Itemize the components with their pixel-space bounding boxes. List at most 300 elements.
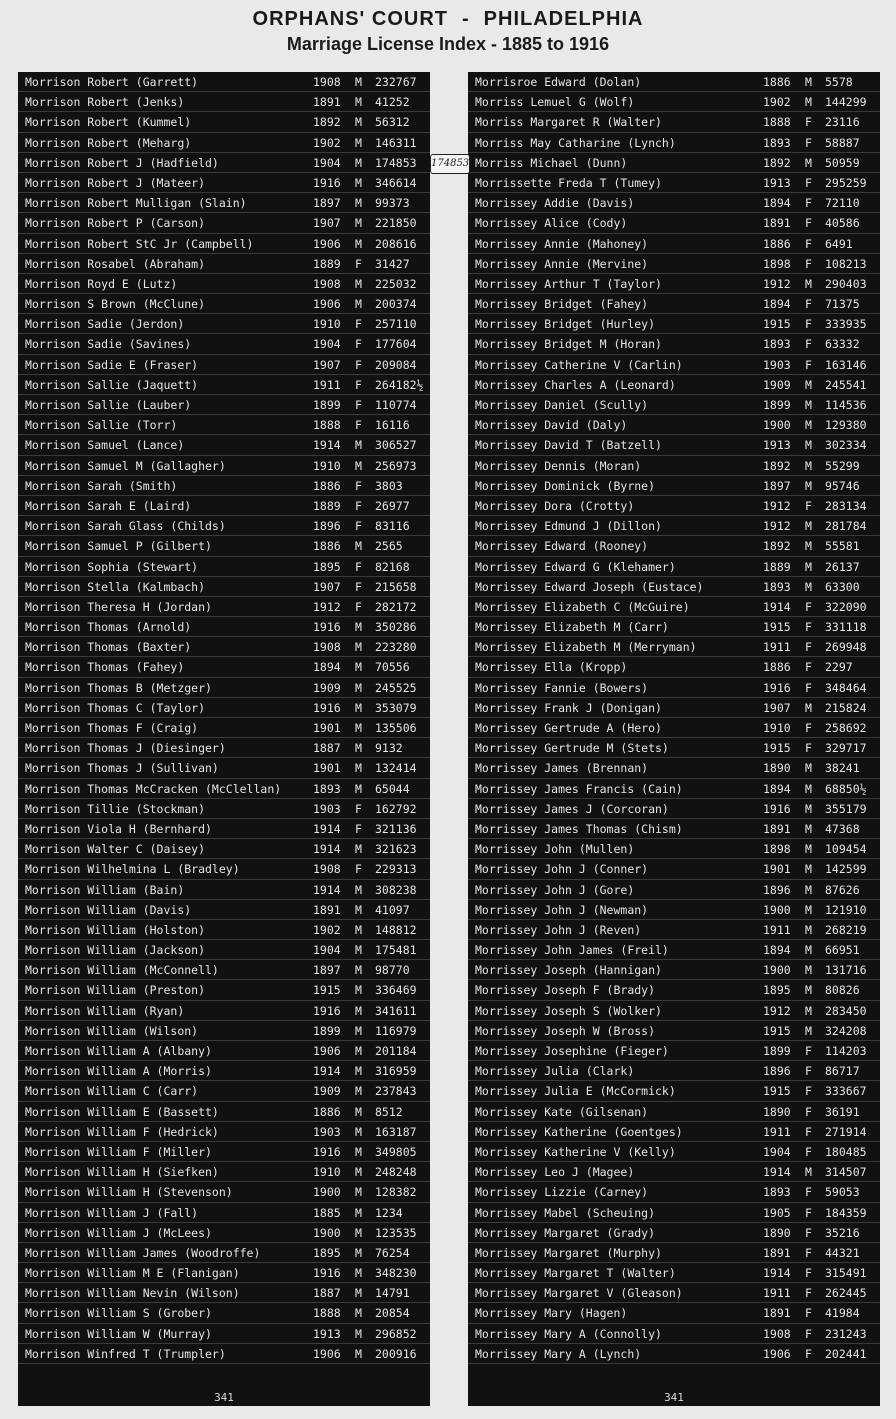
entry-name: Morrison William M E (Flanigan): [25, 1266, 240, 1281]
entry-sex: F: [355, 821, 362, 836]
entry-sex: M: [355, 115, 362, 130]
title-city: PHILADELPHIA: [483, 8, 644, 30]
entry-name: Morrison Robert Mulligan (Slain): [25, 196, 247, 211]
entry-name: Morriss Margaret R (Walter): [475, 115, 662, 130]
index-entry-row: [468, 1303, 880, 1323]
entry-license-number: 20854: [375, 1306, 410, 1321]
entry-sex: F: [805, 1185, 812, 1200]
entry-name: Morrison Thomas J (Diesinger): [25, 741, 226, 756]
entry-year: 1902: [313, 135, 341, 150]
entry-license-number: 245525: [375, 680, 417, 695]
entry-year: 1903: [313, 1124, 341, 1139]
entry-name: Morrison Thomas (Baxter): [25, 640, 192, 655]
entry-license-number: 302334: [825, 438, 867, 453]
entry-sex: M: [805, 983, 812, 998]
entry-year: 1916: [313, 700, 341, 715]
index-entry-row: [18, 637, 430, 657]
entry-name: Morrissey Mary A (Lynch): [475, 1346, 642, 1361]
right-page-number: 341: [664, 1391, 684, 1404]
entry-sex: M: [355, 1205, 362, 1220]
index-entry-row: [18, 1263, 430, 1283]
entry-name: Morrison Viola H (Bernhard): [25, 821, 212, 836]
index-entry-row: [468, 718, 880, 738]
index-entry-row: [18, 880, 430, 900]
entry-sex: F: [805, 1346, 812, 1361]
index-entry-row: [468, 657, 880, 677]
index-entry-row: [468, 1001, 880, 1021]
entry-license-number: 282172: [375, 599, 417, 614]
entry-sex: M: [805, 1165, 812, 1180]
entry-sex: M: [355, 922, 362, 937]
entry-sex: M: [355, 1124, 362, 1139]
index-entry-row: [18, 1081, 430, 1101]
entry-name: Morrissey Fannie (Bowers): [475, 680, 649, 695]
index-entry-row: [18, 960, 430, 980]
entry-name: Morrison Thomas (Arnold): [25, 620, 192, 635]
entry-year: 1891: [313, 95, 341, 110]
entry-license-number: 333667: [825, 1084, 867, 1099]
entry-year: 1911: [763, 640, 791, 655]
entry-license-number: 202441: [825, 1346, 867, 1361]
index-entry-row: [468, 1203, 880, 1223]
entry-sex: M: [805, 842, 812, 857]
index-entry-row: [18, 859, 430, 879]
entry-license-number: 142599: [825, 862, 867, 877]
index-entry-row: [468, 577, 880, 597]
entry-name: Morrissey Arthur T (Taylor): [475, 276, 662, 291]
entry-license-number: 80826: [825, 983, 860, 998]
entry-sex: F: [805, 1225, 812, 1240]
index-entry-row: [468, 617, 880, 637]
entry-year: 1904: [313, 337, 341, 352]
index-entry-row: [18, 1324, 430, 1344]
entry-year: 1908: [313, 862, 341, 877]
entry-name: Morrison Stella (Kalmbach): [25, 579, 206, 594]
entry-year: 1906: [313, 236, 341, 251]
entry-sex: M: [355, 761, 362, 776]
index-entry-row: [18, 415, 430, 435]
entry-name: Morrissey Margaret T (Walter): [475, 1266, 676, 1281]
entry-name: Morrissey Margaret V (Gleason): [475, 1286, 683, 1301]
entry-year: 1893: [313, 781, 341, 796]
entry-license-number: 16116: [375, 418, 410, 433]
entry-license-number: 229313: [375, 862, 417, 877]
entry-license-number: 283450: [825, 1003, 867, 1018]
entry-year: 1886: [313, 1104, 341, 1119]
entry-sex: F: [805, 741, 812, 756]
entry-name: Morrissey James (Brennan): [475, 761, 649, 776]
entry-year: 1908: [313, 276, 341, 291]
entry-name: Morrison William F (Hedrick): [25, 1124, 219, 1139]
entry-name: Morrison William (Bain): [25, 882, 185, 897]
entry-license-number: 14791: [375, 1286, 410, 1301]
entry-year: 1910: [313, 1165, 341, 1180]
entry-license-number: 283134: [825, 498, 867, 513]
entry-name: Morrissey Gertrude M (Stets): [475, 741, 669, 756]
entry-year: 1914: [313, 821, 341, 836]
entry-year: 1894: [763, 781, 791, 796]
entry-license-number: 38241: [825, 761, 860, 776]
entry-name: Morrissey John J (Conner): [475, 862, 649, 877]
entry-year: 1891: [763, 821, 791, 836]
entry-name: Morrissey Julia E (McCormick): [475, 1084, 676, 1099]
entry-name: Morrissey Lizzie (Carney): [475, 1185, 649, 1200]
entry-name: Morrissey Annie (Mahoney): [475, 236, 649, 251]
entry-license-number: 23116: [825, 115, 860, 130]
entry-sex: F: [805, 357, 812, 372]
entry-sex: F: [805, 115, 812, 130]
index-entry-row: [18, 1041, 430, 1061]
index-entry-row: [468, 1041, 880, 1061]
index-entry-row: [468, 1223, 880, 1243]
entry-year: 1915: [763, 1023, 791, 1038]
entry-year: 1908: [313, 75, 341, 89]
entry-name: Morrison William C (Carr): [25, 1084, 199, 1099]
index-entry-row: [468, 476, 880, 496]
entry-license-number: 329717: [825, 741, 867, 756]
entry-sex: F: [355, 418, 362, 433]
index-entry-row: [18, 1102, 430, 1122]
entry-sex: M: [355, 1346, 362, 1361]
entry-year: 1915: [763, 1084, 791, 1099]
entry-sex: M: [355, 458, 362, 473]
index-entry-row: [468, 880, 880, 900]
entry-license-number: 271914: [825, 1124, 867, 1139]
entry-year: 1914: [763, 1165, 791, 1180]
entry-license-number: 316959: [375, 1064, 417, 1079]
index-entry-row: [468, 395, 880, 415]
entry-license-number: 55581: [825, 539, 860, 554]
entry-sex: M: [805, 559, 812, 574]
entry-license-number: 35216: [825, 1225, 860, 1240]
entry-sex: M: [805, 1023, 812, 1038]
entry-license-number: 128382: [375, 1185, 417, 1200]
entry-license-number: 2297: [825, 660, 853, 675]
entry-year: 1891: [763, 216, 791, 231]
index-entry-row: [468, 516, 880, 536]
entry-license-number: 108213: [825, 256, 867, 271]
entry-sex: M: [355, 660, 362, 675]
entry-year: 1897: [763, 478, 791, 493]
index-entry-row: [468, 1102, 880, 1122]
entry-sex: M: [805, 377, 812, 392]
entry-name: Morrissey Edward Joseph (Eustace): [475, 579, 704, 594]
entry-name: Morrissey Charles A (Leonard): [475, 377, 676, 392]
entry-sex: M: [355, 882, 362, 897]
entry-sex: M: [355, 1266, 362, 1281]
entry-license-number: 83116: [375, 519, 410, 534]
entry-license-number: 72110: [825, 196, 860, 211]
entry-year: 1904: [313, 155, 341, 170]
entry-license-number: 201184: [375, 1044, 417, 1058]
index-entry-row: [468, 1061, 880, 1081]
index-entry-row: [18, 738, 430, 758]
entry-sex: F: [805, 1064, 812, 1079]
entry-name: Morrison Thomas F (Craig): [25, 721, 199, 735]
entry-sex: M: [355, 1064, 362, 1079]
entry-name: Morrison William H (Stevenson): [25, 1185, 233, 1200]
entry-name: Morrison Sarah Glass (Childs): [25, 519, 226, 534]
entry-name: Morrison Robert (Garrett): [25, 75, 199, 89]
entry-license-number: 2565: [375, 539, 403, 554]
entry-sex: M: [355, 1144, 362, 1159]
entry-year: 1896: [763, 882, 791, 897]
index-entry-row: [468, 92, 880, 112]
entry-name: Morrison William J (Fall): [25, 1205, 199, 1220]
entry-license-number: 50959: [825, 155, 860, 170]
entry-sex: M: [355, 721, 362, 735]
entry-sex: F: [805, 498, 812, 513]
entry-sex: F: [805, 640, 812, 655]
index-entry-row: [468, 637, 880, 657]
entry-license-number: 26137: [825, 559, 860, 574]
entry-year: 1897: [313, 196, 341, 211]
entry-year: 1894: [763, 943, 791, 958]
entry-sex: F: [355, 337, 362, 352]
entry-license-number: 44321: [825, 1245, 860, 1260]
entry-year: 1895: [763, 983, 791, 998]
index-entry-row: [18, 758, 430, 778]
entry-sex: M: [355, 700, 362, 715]
entry-license-number: 355179: [825, 801, 867, 816]
entry-sex: F: [805, 599, 812, 614]
index-entry-row: [468, 1344, 880, 1364]
entry-sex: M: [355, 943, 362, 958]
entry-license-number: 63332: [825, 337, 860, 352]
entry-license-number: 208616: [375, 236, 417, 251]
entry-sex: F: [355, 559, 362, 574]
entry-name: Morrison William S (Grober): [25, 1306, 212, 1321]
entry-year: 1916: [763, 801, 791, 816]
index-entry-row: [468, 314, 880, 334]
entry-license-number: 350286: [375, 620, 417, 635]
entry-year: 1892: [763, 458, 791, 473]
index-entry-row: [18, 1021, 430, 1041]
entry-sex: M: [355, 1003, 362, 1018]
entry-year: 1916: [313, 175, 341, 190]
entry-year: 1914: [313, 842, 341, 857]
entry-license-number: 177604: [375, 337, 417, 352]
entry-name: Morrissey Elizabeth M (Merryman): [475, 640, 697, 655]
index-entry-row: [18, 355, 430, 375]
entry-name: Morrisroe Edward (Dolan): [475, 75, 642, 89]
entry-year: 1909: [763, 377, 791, 392]
entry-year: 1887: [313, 741, 341, 756]
entry-name: Morrissey James Francis (Cain): [475, 781, 683, 796]
entry-name: Morrison Sarah E (Laird): [25, 498, 192, 513]
entry-name: Morrison Sadie (Savines): [25, 337, 192, 352]
entry-year: 1893: [763, 579, 791, 594]
index-entry-row: [18, 779, 430, 799]
entry-year: 1916: [313, 1266, 341, 1281]
entry-sex: F: [805, 1104, 812, 1119]
index-entry-row: [18, 1122, 430, 1142]
entry-license-number: 63300: [825, 579, 860, 594]
entry-year: 1914: [313, 1064, 341, 1079]
entry-sex: F: [805, 1124, 812, 1139]
index-entry-row: [468, 234, 880, 254]
entry-name: Morrison Sallie (Torr): [25, 418, 178, 433]
entry-license-number: 123535: [375, 1225, 417, 1240]
index-entry-row: [18, 577, 430, 597]
entry-year: 1916: [313, 620, 341, 635]
entry-year: 1910: [313, 458, 341, 473]
index-entry-row: [468, 375, 880, 395]
entry-sex: M: [355, 216, 362, 231]
entry-year: 1890: [763, 1104, 791, 1119]
entry-name: Morrison William Nevin (Wilson): [25, 1286, 240, 1301]
entry-name: Morrison Thomas B (Metzger): [25, 680, 212, 695]
entry-sex: M: [355, 1326, 362, 1341]
entry-license-number: 76254: [375, 1245, 410, 1260]
entry-name: Morrison Robert J (Mateer): [25, 175, 206, 190]
entry-license-number: 98770: [375, 963, 410, 978]
entry-year: 1911: [763, 1124, 791, 1139]
entry-name: Morrissey Katherine (Goentges): [475, 1124, 683, 1139]
entry-sex: M: [355, 1286, 362, 1301]
entry-year: 1898: [763, 256, 791, 271]
entry-sex: F: [355, 579, 362, 594]
entry-license-number: 9132: [375, 741, 403, 756]
entry-name: Morriss May Catharine (Lynch): [475, 135, 676, 150]
entry-sex: M: [805, 155, 812, 170]
entry-name: Morrison Winfred T (Trumpler): [25, 1346, 226, 1361]
entry-name: Morrissey Ella (Kropp): [475, 660, 628, 675]
entry-name: Morrison Samuel P (Gilbert): [25, 539, 212, 554]
entry-name: Morrissey Dennis (Moran): [475, 458, 642, 473]
entry-sex: M: [355, 1225, 362, 1240]
entry-year: 1900: [763, 963, 791, 978]
index-entry-row: [18, 314, 430, 334]
entry-sex: M: [805, 458, 812, 473]
entry-license-number: 65044: [375, 781, 410, 796]
entry-year: 1912: [763, 519, 791, 534]
entry-name: Morrison Thomas J (Sullivan): [25, 761, 219, 776]
entry-name: Morrissey Mabel (Scheuing): [475, 1205, 656, 1220]
entry-name: Morrissey John James (Freil): [475, 943, 669, 958]
entry-year: 1889: [313, 256, 341, 271]
index-entry-row: [18, 254, 430, 274]
entry-year: 1904: [763, 1144, 791, 1159]
entry-sex: F: [805, 1306, 812, 1321]
entry-year: 1891: [313, 902, 341, 917]
entry-year: 1913: [313, 1326, 341, 1341]
index-entry-row: [468, 536, 880, 556]
entry-license-number: 129380: [825, 418, 867, 433]
entry-license-number: 55299: [825, 458, 860, 473]
entry-year: 1894: [313, 660, 341, 675]
entry-sex: M: [805, 539, 812, 554]
entry-year: 1886: [313, 478, 341, 493]
entry-sex: F: [355, 599, 362, 614]
entry-sex: M: [355, 640, 362, 655]
entry-name: Morrissey Annie (Mervine): [475, 256, 649, 271]
entry-name: Morrison Robert J (Hadfield): [25, 155, 219, 170]
entry-license-number: 258692: [825, 721, 867, 735]
entry-year: 1902: [763, 95, 791, 110]
entry-license-number: 348464: [825, 680, 867, 695]
entry-name: Morrissey Mary A (Connolly): [475, 1326, 662, 1341]
entry-year: 1912: [313, 599, 341, 614]
entry-name: Morrissey John J (Gore): [475, 882, 635, 897]
entry-license-number: 231243: [825, 1326, 867, 1341]
entry-year: 1912: [763, 276, 791, 291]
entry-license-number: 336469: [375, 983, 417, 998]
entry-sex: F: [805, 297, 812, 312]
index-entry-row: [18, 718, 430, 738]
entry-sex: F: [805, 216, 812, 231]
index-entry-row: [18, 920, 430, 940]
entry-sex: M: [355, 1165, 362, 1180]
entry-name: Morrissey Margaret (Grady): [475, 1225, 656, 1240]
entry-year: 1908: [763, 1326, 791, 1341]
entry-sex: M: [805, 902, 812, 917]
index-entry-row: [468, 597, 880, 617]
entry-year: 1905: [763, 1205, 791, 1220]
entry-sex: M: [355, 196, 362, 211]
entry-name: Morrison Robert (Jenks): [25, 95, 185, 110]
entry-year: 1916: [313, 1144, 341, 1159]
index-entry-row: [18, 799, 430, 819]
entry-sex: M: [355, 155, 362, 170]
entry-sex: F: [805, 721, 812, 735]
index-entry-row: [468, 193, 880, 213]
entry-license-number: 6491: [825, 236, 853, 251]
entry-name: Morrison Samuel M (Gallagher): [25, 458, 226, 473]
entry-name: Morrison William (McConnell): [25, 963, 219, 978]
entry-name: Morrison William E (Bassett): [25, 1104, 219, 1119]
index-entry-row: [18, 839, 430, 859]
entry-license-number: 200374: [375, 297, 417, 312]
entry-license-number: 175481: [375, 943, 417, 958]
entry-year: 1909: [313, 680, 341, 695]
entry-name: Morrissey Daniel (Scully): [475, 398, 649, 412]
entry-sex: F: [355, 519, 362, 534]
entry-sex: M: [355, 276, 362, 291]
entry-year: 1888: [763, 115, 791, 130]
index-entry-row: [18, 597, 430, 617]
entry-license-number: 109454: [825, 842, 867, 857]
index-entry-row: [468, 1283, 880, 1303]
entry-name: Morrison Theresa H (Jordan): [25, 599, 212, 614]
entry-sex: M: [805, 943, 812, 958]
entry-year: 1900: [763, 418, 791, 433]
entry-sex: M: [355, 95, 362, 110]
index-entry-row: [468, 355, 880, 375]
entry-name: Morrison William James (Woodroffe): [25, 1245, 261, 1260]
entry-year: 1894: [763, 297, 791, 312]
index-entry-row: [18, 617, 430, 637]
entry-name: Morrissey Bridget (Hurley): [475, 317, 656, 332]
entry-sex: F: [355, 317, 362, 332]
entry-name: Morrissey Kate (Gilsenan): [475, 1104, 649, 1119]
index-entry-row: [468, 1263, 880, 1283]
entry-name: Morrissey Leo J (Magee): [475, 1165, 635, 1180]
entry-license-number: 87626: [825, 882, 860, 897]
entry-name: Morrissey Bridget (Fahey): [475, 297, 649, 312]
entry-sex: M: [805, 579, 812, 594]
entry-year: 1895: [313, 559, 341, 574]
index-entry-row: [468, 940, 880, 960]
entry-year: 1896: [313, 519, 341, 534]
index-entry-row: [468, 456, 880, 476]
entry-sex: F: [805, 1044, 812, 1058]
index-entry-row: [468, 415, 880, 435]
entry-name: Morrissey Mary (Hagen): [475, 1306, 628, 1321]
index-entry-row: [468, 435, 880, 455]
entry-year: 1907: [313, 357, 341, 372]
index-entry-row: [18, 234, 430, 254]
